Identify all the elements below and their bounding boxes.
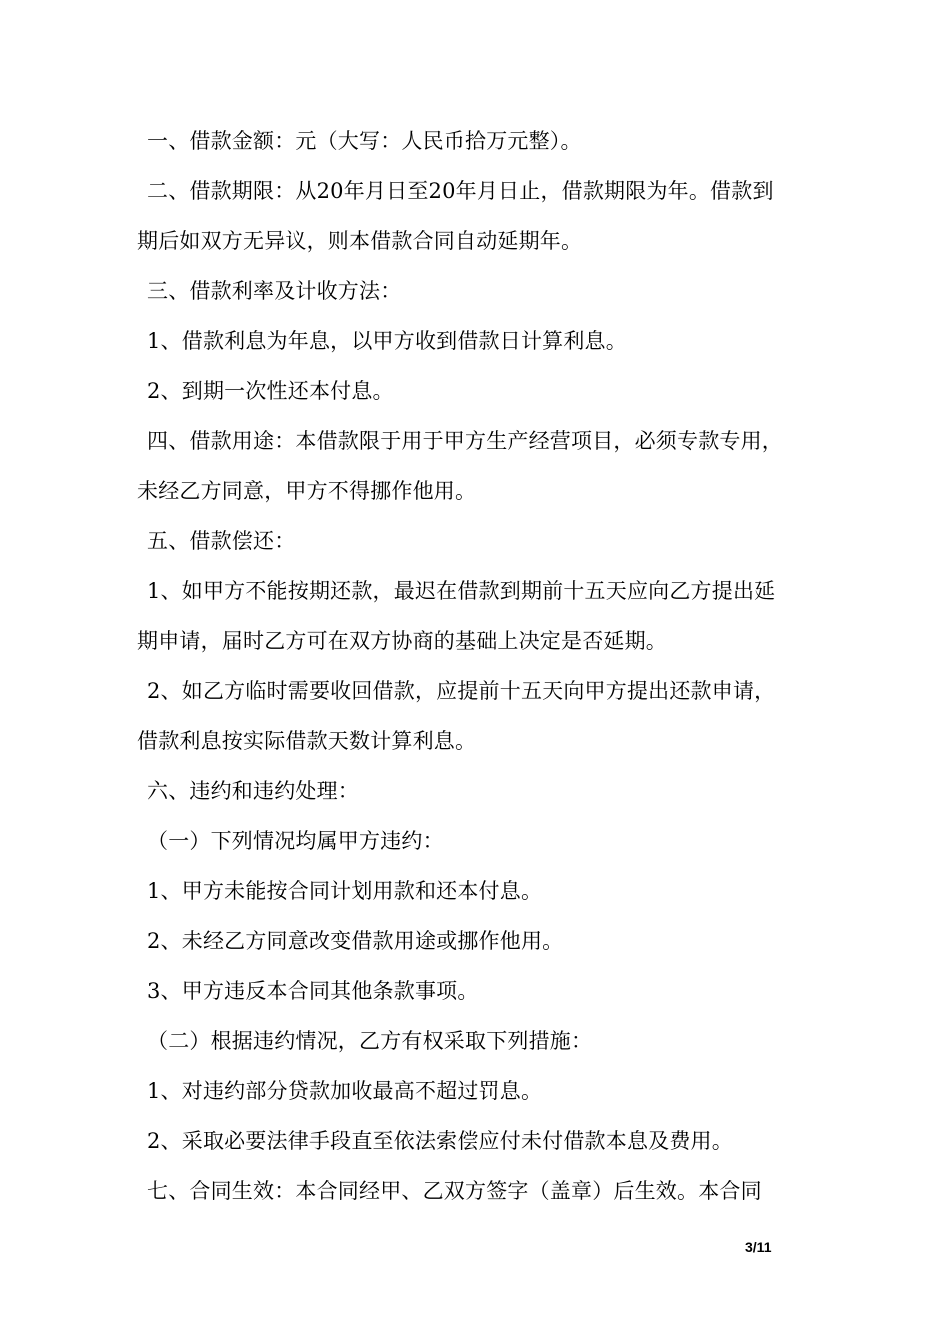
text-line: 3、甲方违反本合同其他条款事项。 [147, 979, 479, 1003]
text-line: 借款利息按实际借款天数计算利息。 [137, 729, 477, 753]
text-line: 四、借款用途：本借款限于用于甲方生产经营项目，必须专款专用， [147, 429, 783, 453]
text-line: （一）下列情况均属甲方违约： [147, 829, 444, 853]
page-number: 3/11 [745, 1239, 772, 1255]
text-line: 期后如双方无异议，则本借款合同自动延期年。 [137, 229, 583, 253]
text-line: 七、合同生效：本合同经甲、乙双方签字（盖章）后生效。本合同 [147, 1179, 762, 1203]
text-line: （二）根据违约情况，乙方有权采取下列措施： [147, 1029, 593, 1053]
text-line: 五、借款偿还： [147, 529, 296, 553]
text-line: 期申请，届时乙方可在双方协商的基础上决定是否延期。 [137, 629, 667, 653]
text-line: 1、甲方未能按合同计划用款和还本付息。 [147, 879, 543, 903]
text-line: 六、违约和违约处理： [147, 779, 359, 803]
text-line: 2、未经乙方同意改变借款用途或挪作他用。 [147, 929, 564, 953]
text-line: 2、采取必要法律手段直至依法索偿应付未付借款本息及费用。 [147, 1129, 733, 1153]
text-line: 1、对违约部分贷款加收最高不超过罚息。 [147, 1079, 543, 1103]
text-line: 1、借款利息为年息，以甲方收到借款日计算利息。 [147, 329, 627, 353]
text-line: 未经乙方同意，甲方不得挪作他用。 [137, 479, 477, 503]
document-body [137, 116, 817, 1216]
text-line: 二、借款期限：从20年月日至20年月日止，借款期限为年。借款到 [147, 179, 774, 203]
text-line: 2、如乙方临时需要收回借款，应提前十五天向甲方提出还款申请， [147, 679, 776, 703]
text-line: 三、借款利率及计收方法： [147, 279, 402, 303]
text-line: 2、到期一次性还本付息。 [147, 379, 394, 403]
text-line: 一、借款金额：元（大写：人民币拾万元整）。 [147, 129, 582, 153]
text-line: 1、如甲方不能按期还款，最迟在借款到期前十五天应向乙方提出延 [147, 579, 776, 603]
